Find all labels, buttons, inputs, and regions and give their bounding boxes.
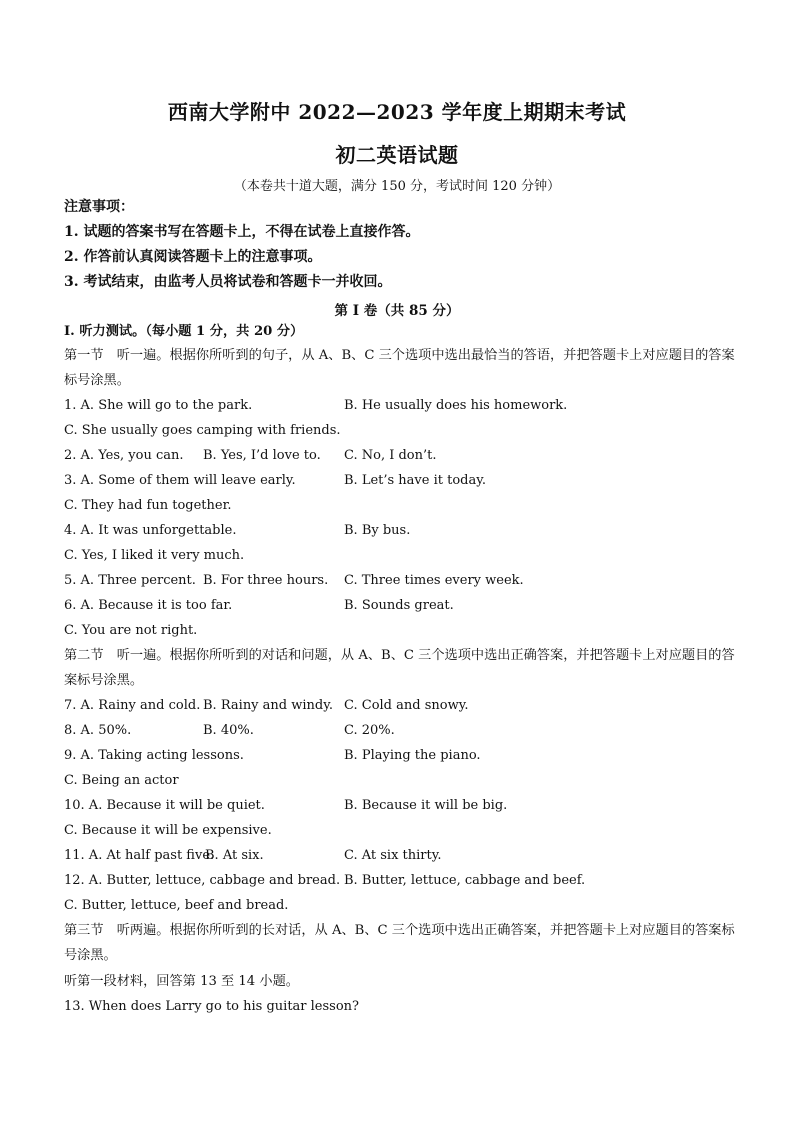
exam-subtitle: 初二英语试题 (335, 143, 459, 167)
q7-option-a: 7. A. Rainy and cold. (64, 698, 201, 713)
q6-option-c: C. You are not right. (64, 623, 198, 638)
q4-option-c: C. Yes, I liked it very much. (64, 548, 245, 563)
q9-option-b: B. Playing the piano. (344, 748, 481, 763)
q5-option-c: C. Three times every week. (344, 573, 524, 588)
q2-option-b: B. Yes, I’d love to. (203, 448, 321, 463)
question-9-c-row (64, 773, 736, 791)
q8-option-c: C. 20%. (344, 723, 395, 738)
exam-title: 西南大学附中 2022—2023 学年度上期期末考试 (167, 100, 627, 124)
question-8 (64, 723, 736, 741)
q10-option-c: C. Because it will be expensive. (64, 823, 272, 838)
q1-option-b: B. He usually does his homework. (344, 398, 568, 413)
q7-option-b: B. Rainy and windy. (203, 698, 333, 713)
q7-option-c: C. Cold and snowy. (344, 698, 469, 713)
question-2 (64, 448, 736, 466)
q12-option-b: B. Butter, lettuce, cabbage and beef. (344, 873, 586, 888)
question-1 (64, 398, 736, 416)
q12-option-c: C. Butter, lettuce, beef and bread. (64, 898, 289, 913)
part-one-heading: 第 I 卷（共 85 分） (334, 303, 460, 319)
question-13: 13. When does Larry go to his guitar lesson? (64, 999, 360, 1014)
q10-option-b: B. Because it will be big. (344, 798, 508, 813)
notice-item-2: 2. 作答前认真阅读答题卡上的注意事项。 (64, 249, 322, 265)
q2-option-a: 2. A. Yes, you can. (64, 448, 184, 463)
section-listening-heading: Ⅰ. 听力测试。（每小题 1 分，共 20 分） (64, 324, 304, 339)
q5-option-a: 5. A. Three percent. (64, 573, 196, 588)
q11-option-b: B. At six. (205, 848, 264, 863)
question-1-c-row (64, 423, 736, 441)
q9-option-c: C. Being an actor (64, 773, 179, 788)
q3-option-a: 3. A. Some of them will leave early. (64, 473, 296, 488)
q11-option-a: 11. A. At half past five. (64, 848, 215, 863)
question-5 (64, 573, 736, 591)
q11-option-c: C. At six thirty. (344, 848, 442, 863)
question-3 (64, 473, 736, 491)
q3-option-b: B. Let’s have it today. (344, 473, 486, 488)
notice-heading: 注意事项： (64, 199, 134, 215)
question-11 (64, 848, 736, 866)
q1-option-c: C. She usually goes camping with friends. (64, 423, 341, 438)
question-10-c-row (64, 823, 736, 841)
notice-item-3: 3. 考试结束，由监考人员将试卷和答题卡一并收回。 (64, 274, 392, 290)
q12-option-a: 12. A. Butter, lettuce, cabbage and bread. (64, 873, 341, 888)
q4-option-a: 4. A. It was unforgettable. (64, 523, 237, 538)
question-3-c-row (64, 498, 736, 516)
q4-option-b: B. By bus. (344, 523, 411, 538)
question-12-c-row (64, 898, 736, 916)
q8-option-b: B. 40%. (203, 723, 254, 738)
question-4-c-row (64, 548, 736, 566)
question-7 (64, 698, 736, 716)
question-6 (64, 598, 736, 616)
q6-option-b: B. Sounds great. (344, 598, 454, 613)
question-6-c-row (64, 623, 736, 641)
q9-option-a: 9. A. Taking acting lessons. (64, 748, 244, 763)
question-4 (64, 523, 736, 541)
section3-instruction: 第三节 听两遍。根据你所听到的长对话，从 A、B、C 三个选项中选出正确答案，并把答题卡上对应题目的答案标号涂黑。 (64, 923, 735, 963)
q5-option-b: B. For three hours. (203, 573, 329, 588)
exam-note: （本卷共十道大题，满分 150 分，考试时间 120 分钟） (233, 179, 561, 194)
section2-instruction: 第二节 听一遍。根据你所听到的对话和问题，从 A、B、C 三个选项中选出正确答案，并把答题卡上对应题目的答案标号涂黑。 (64, 648, 735, 688)
question-9 (64, 748, 736, 766)
notice-item-1: 1. 试题的答案书写在答题卡上，不得在试卷上直接作答。 (64, 224, 420, 240)
question-10 (64, 798, 736, 816)
section1-instruction: 第一节 听一遍。根据你所听到的句子，从 A、B、C 三个选项中选出最恰当的答语，并把答题卡上对应题目的答案标号涂黑。 (64, 348, 735, 388)
q2-option-c: C. No, I don’t. (344, 448, 437, 463)
section3-lead: 听第一段材料，回答第 13 至 14 小题。 (64, 974, 299, 989)
question-12 (64, 873, 736, 891)
q8-option-a: 8. A. 50%. (64, 723, 132, 738)
q10-option-a: 10. A. Because it will be quiet. (64, 798, 265, 813)
q6-option-a: 6. A. Because it is too far. (64, 598, 233, 613)
q3-option-c: C. They had fun together. (64, 498, 232, 513)
q1-option-a: 1. A. She will go to the park. (64, 398, 253, 413)
